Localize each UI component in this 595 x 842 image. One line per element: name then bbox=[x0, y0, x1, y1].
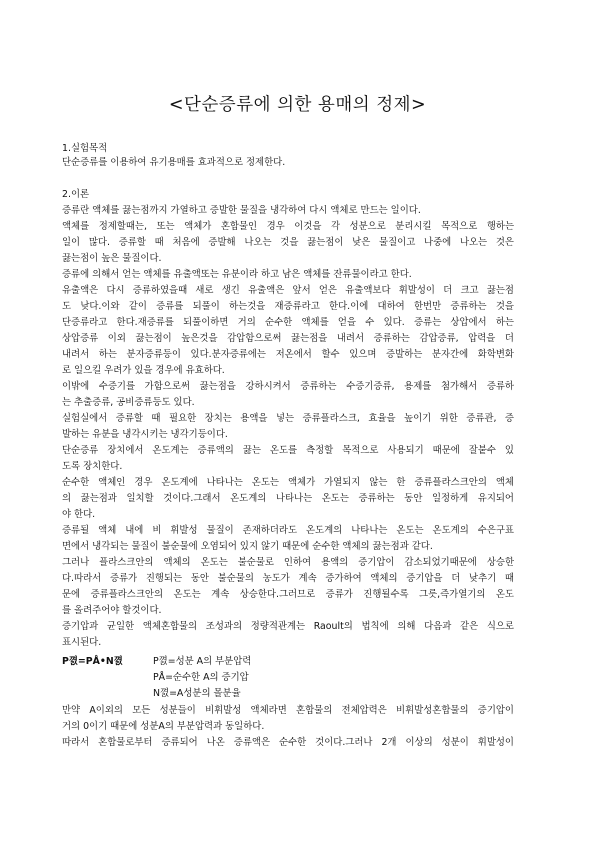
theory-line: 끓는점이 높은 물질이다. bbox=[62, 253, 162, 264]
theory-line: 를 올려주어야 할것이다. bbox=[62, 605, 162, 616]
theory-line: 는 추출증류, 공비증류등도 있다. bbox=[62, 397, 195, 408]
theory-line: 증류에 의해서 얻는 액체를 유출액또는 유분이라 하고 남은 액체를 잔류물이라고 한다. bbox=[62, 269, 412, 280]
theory-line: 문에 증류플라스크안의 온도는 계속 상승한다.그러므로 증류가 진행될수록 그릇,즉가열기의 온도 bbox=[62, 589, 514, 600]
theory-line: 실험실에서 증류할 때 필요한 장치는 용액을 넣는 증류플라스크, 효율을 높이기 위한 증류관, 증 bbox=[62, 413, 514, 424]
theory-line: 액체를 정제할때는, 또는 액체가 혼합물인 경우 이것을 각 성분으로 분리시킬 목적으로 행하는 bbox=[62, 221, 514, 232]
raoult-formula: P꼀=PÅ•N꼀 bbox=[62, 656, 123, 667]
formula-definition: PÅ=순수한 A의 증기압 bbox=[153, 672, 249, 683]
theory-line: 상압증류 이외 끓는점이 높은것을 감압함으로써 끓는점을 내려서 증류하는 감압증류, 압력을 더 bbox=[62, 333, 514, 344]
theory-line: 발하는 유분을 냉각시키는 냉각기등이다. bbox=[62, 429, 228, 440]
theory-line: 증기압과 균일한 액체혼합물의 조성과의 정량적관계는 Raoult의 법칙에 의해 다음과 같은 식으로 bbox=[62, 621, 514, 632]
theory-line: 로 일으킬 우려가 있을 경우에 유효하다. bbox=[62, 365, 225, 376]
theory-line: 면에서 냉각되는 물질이 불순물에 오염되어 있지 않기 때문에 순수한 액체의 끓는점과 같다. bbox=[62, 541, 433, 552]
theory-line: 이밖에 수증기를 가함으로써 끓는점을 강하시켜서 증류하는 수증기증류, 용제를 첨가해서 증류하 bbox=[62, 381, 514, 392]
document-title: <단순증류에 의한 용매의 정제> bbox=[168, 95, 427, 115]
theory-line: 그러나 플라스크안의 액체의 온도는 불순물로 인하여 용액의 증기압이 감소되었기때문에 상승한 bbox=[62, 557, 514, 568]
theory-line: 유출액은 다시 증류하였을때 새로 생긴 유출액은 앞서 얻은 유출액보다 휘발성이 더 크고 끓는점 bbox=[62, 285, 514, 296]
theory-line: 거의 0이기 때문에 성분A의 부분압력과 동일하다. bbox=[62, 721, 265, 732]
theory-line: 야 한다. bbox=[62, 509, 96, 520]
theory-line: 만약 A이외의 모든 성분들이 비휘발성 액체라면 혼합물의 전체압력은 비휘발성혼합물의 증기압이 bbox=[62, 705, 514, 716]
formula-definition: P꼀=성분 A의 부분압력 bbox=[153, 656, 252, 667]
theory-line: 단순증류 장치에서 온도계는 증류액의 끓는 온도를 측정할 목적으로 사용되기 때문에 잘붙수 있 bbox=[62, 445, 514, 456]
theory-line: 단증류라고 한다.재증류를 되풀이하면 거의 순수한 액체를 얻을 수 있다. 증류는 상압에서 하는 bbox=[62, 317, 514, 328]
theory-line: 증류될 액체 내에 비 휘발성 물질이 존재하더라도 온도계의 나타나는 온도는 온도계의 수은구표 bbox=[62, 525, 514, 536]
theory-line: 증류란 액체를 끓는점까지 가열하고 증발한 물질을 냉각하여 다시 액체로 만드는 일이다. bbox=[62, 205, 421, 216]
theory-line: 도록 장치한다. bbox=[62, 461, 123, 472]
theory-line: 내려서 하는 분자증류등이 있다.분자증류에는 저온에서 할수 있으며 증발하는 분자간에 화학변화 bbox=[62, 349, 514, 360]
theory-line: 도 낮다.이와 같이 증류를 되풀이 하는것을 재증류라고 한다.이에 대하여 한번만 증류하는 것을 bbox=[62, 301, 514, 312]
formula-definition: N꼀=A성분의 몰분율 bbox=[153, 688, 241, 699]
theory-line: 순수한 액체인 경우 온도계에 나타나는 온도는 액체가 가열되지 않는 한 증류플라스크안의 액체 bbox=[62, 477, 514, 488]
theory-line: 다.따라서 증류가 진행되는 동안 불순물의 농도가 계속 증가하여 액체의 증기압을 더 낮추기 때 bbox=[62, 573, 514, 584]
purpose-text: 단순증류를 이용하여 유기용매를 효과적으로 정제한다. bbox=[62, 157, 286, 168]
theory-line: 따라서 혼합물로부터 증류되어 나온 증류액은 순수한 것이다.그러나 2개 이상의 성분이 휘발성이 bbox=[62, 737, 514, 748]
theory-line: 표시된다. bbox=[62, 637, 102, 648]
theory-line: 일이 많다. 증류할 때 처음에 증발해 나오는 것을 끓는점이 낮은 물질이고 나중에 나오는 것은 bbox=[62, 237, 514, 248]
section-heading-purpose: 1.실험목적 bbox=[62, 143, 108, 154]
section-heading-theory: 2.이론 bbox=[62, 189, 90, 200]
theory-line: 의 끓는점과 일치할 것이다.그래서 온도계의 나타나는 온도는 증류하는 동안 일정하게 유지되어 bbox=[62, 493, 514, 504]
